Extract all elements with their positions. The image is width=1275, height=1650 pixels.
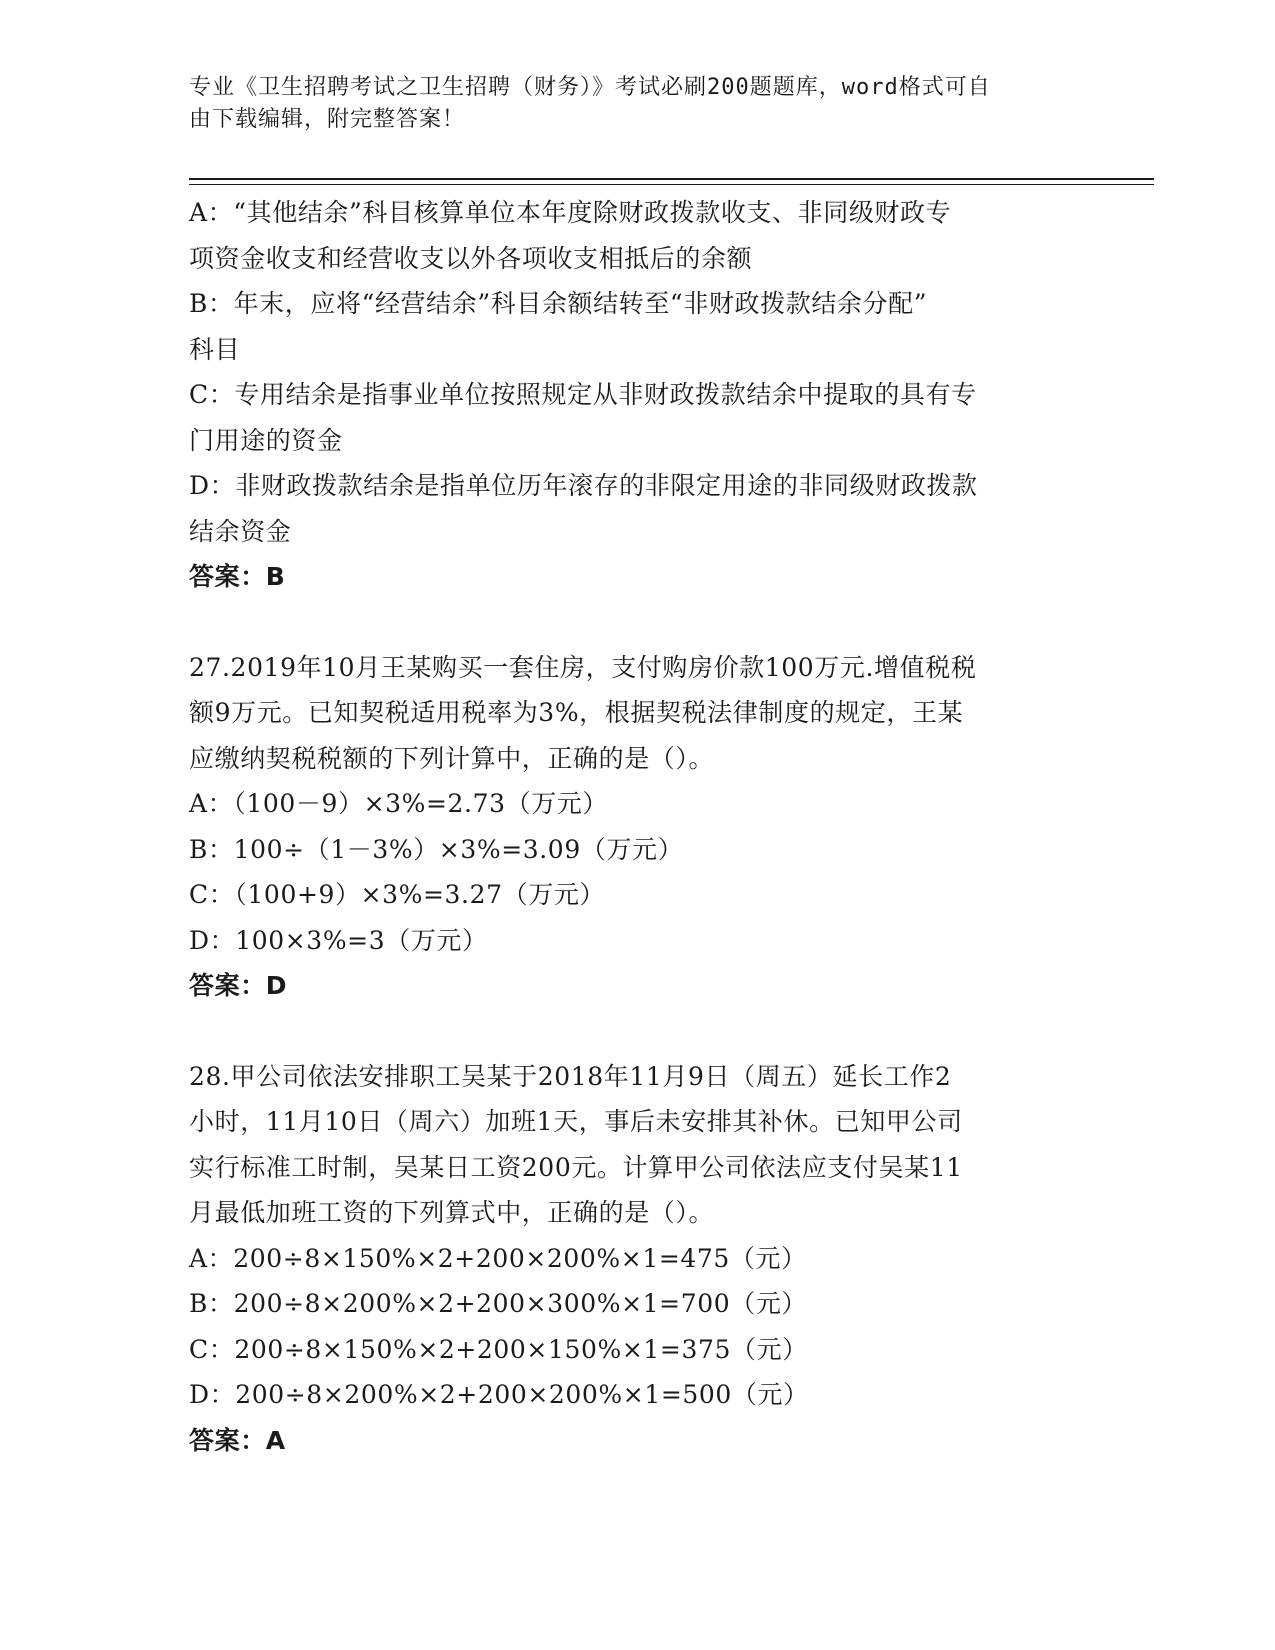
document-body — [189, 190, 1089, 1463]
q27-answer: 答案：D — [189, 971, 288, 1000]
q26-option-a-line-1: A：“其他结余”科目核算单位本年度除财政拨款收支、非同级财政专 — [189, 198, 952, 227]
header-line-2: 由下载编辑，附完整答案！ — [189, 107, 466, 132]
document-header — [189, 72, 1069, 136]
q28-stem-line-1: 28.甲公司依法安排职工吴某于2018年11月9日（周五）延长工作2 — [189, 1061, 952, 1091]
q26-option-d-line-1: D：非财政拨款结余是指单位历年滚存的非限定用途的非同级财政拨款 — [189, 471, 978, 500]
q27-option-a: A：（100－9）×3%=2.73（万元） — [189, 789, 608, 818]
q28-option-c: C：200÷8×150%×2+200×150%×1=375（元） — [189, 1334, 808, 1364]
question-26-block — [189, 190, 1089, 600]
q28-stem-line-4: 月最低加班工资的下列算式中，正确的是（）。 — [189, 1198, 715, 1227]
q26-option-c-line-1: C：专用结余是指事业单位按照规定从非财政拨款结余中提取的具有专 — [189, 380, 977, 409]
q27-option-c: C：（100+9）×3%=3.27（万元） — [189, 880, 606, 909]
q26-option-b-line-1: B：年末，应将“经营结余”科目余额结转至“非财政拨款结余分配” — [189, 289, 928, 318]
header-rule-thick — [189, 178, 1154, 180]
header-rule-thin — [189, 184, 1154, 185]
q28-stem-line-3: 实行标准工时制，吴某日工资200元。计算甲公司依法应支付吴某11 — [189, 1152, 963, 1182]
q28-option-a: A：200÷8×150%×2+200×200%×1=475（元） — [189, 1243, 807, 1273]
q26-option-d-line-2: 结余资金 — [189, 516, 292, 546]
q27-option-d: D：100×3%=3（万元） — [189, 925, 488, 955]
q27-option-b: B：100÷（1－3%）×3%=3.09（万元） — [189, 834, 684, 864]
q28-option-b: B：200÷8×200%×2+200×300%×1=700（元） — [189, 1289, 808, 1318]
q28-answer: 答案：A — [189, 1425, 286, 1455]
q28-option-d: D：200÷8×200%×2+200×200%×1=500（元） — [189, 1380, 809, 1409]
q27-stem-line-1: 27.2019年10月王某购买一套住房，支付购房价款100万元.增值税税 — [189, 652, 977, 682]
q28-stem-line-2: 小时，11月10日（周六）加班1天，事后未安排其补休。已知甲公司 — [189, 1107, 963, 1136]
q26-option-c-line-2: 门用途的资金 — [189, 425, 343, 455]
spacer — [189, 600, 1089, 645]
q27-stem-line-3: 应缴纳契税税额的下列计算中，正确的是（）。 — [189, 743, 715, 773]
q26-option-a-line-2: 项资金收支和经营收支以外各项收支相抵后的余额 — [189, 243, 753, 273]
header-line-1: 专业《卫生招聘考试之卫生招聘（财务）》考试必刷200题题库，word格式可自 — [189, 75, 991, 100]
question-27-block — [189, 645, 1089, 1009]
spacer — [189, 1009, 1089, 1054]
q26-option-b-line-2: 科目 — [189, 334, 241, 364]
question-28-block — [189, 1054, 1089, 1464]
q26-answer: 答案：B — [189, 562, 286, 591]
q27-stem-line-2: 额9万元。已知契税适用税率为3%，根据契税法律制度的规定，王某 — [189, 698, 964, 727]
